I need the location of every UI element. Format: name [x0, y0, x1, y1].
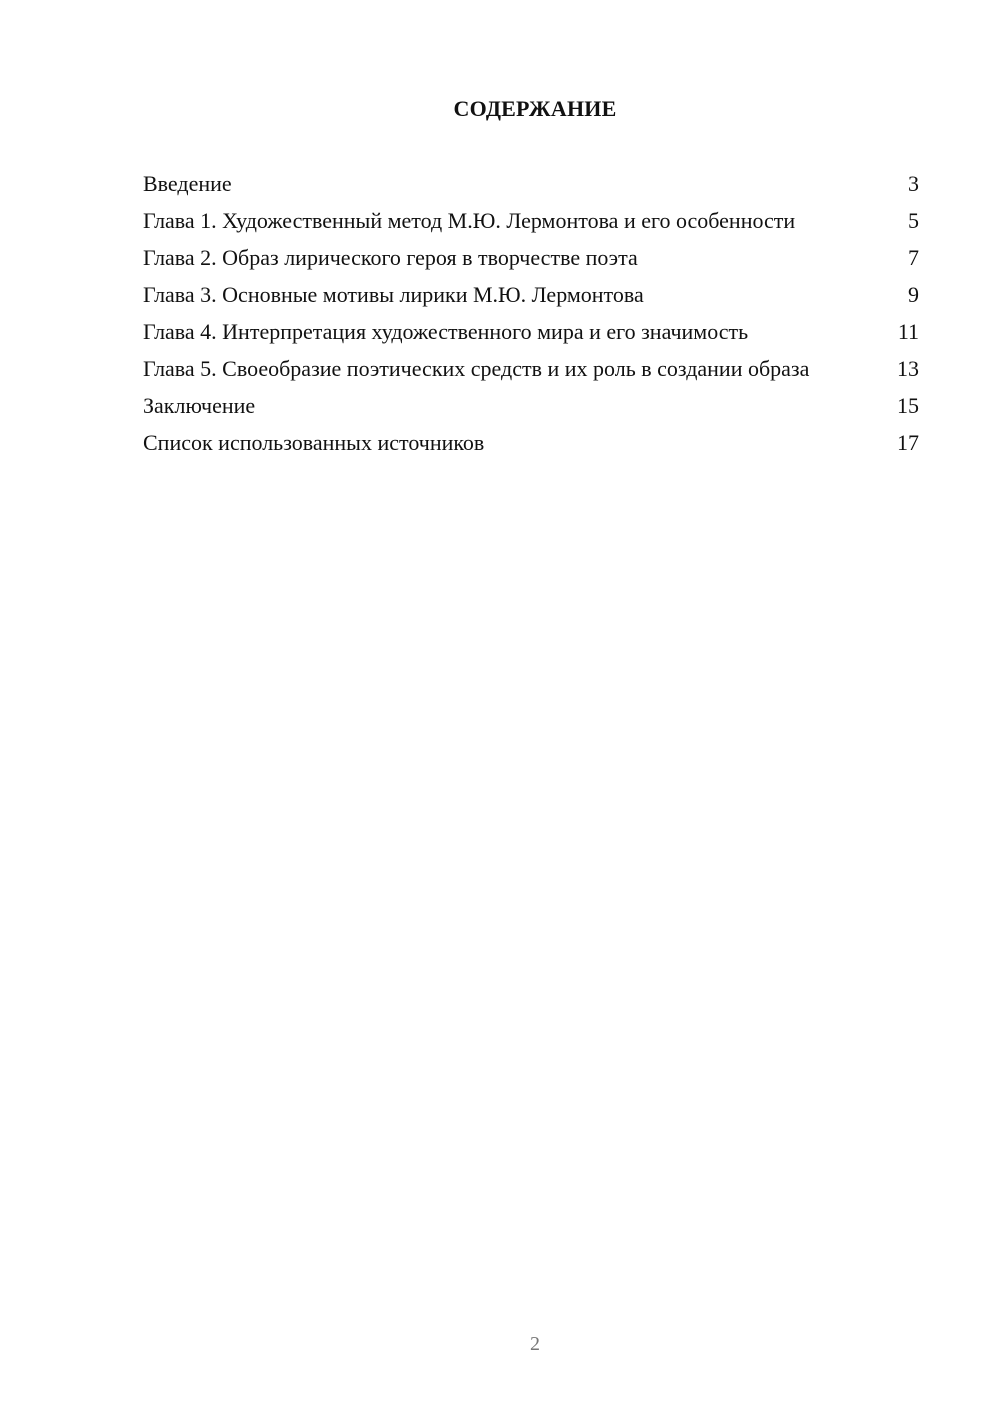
toc-entry-label: Список использованных источников [143, 430, 485, 455]
toc-entry-chapter-3 [143, 281, 919, 308]
toc-entry-page: 3 [908, 171, 919, 196]
toc-entry-label: Глава 5. Своеобразие поэтических средств и их роль в создании образа [143, 356, 810, 381]
table-of-contents [143, 170, 919, 466]
page-title: СОДЕРЖАНИЕ [453, 96, 617, 121]
toc-entry-page: 13 [897, 356, 919, 381]
toc-entry-references [143, 429, 919, 456]
toc-entry-label: Глава 3. Основные мотивы лирики М.Ю. Лермонтова [143, 282, 644, 307]
toc-entry-page: 15 [897, 393, 919, 418]
page-number: 2 [530, 1333, 540, 1355]
toc-entry-page: 5 [908, 208, 919, 233]
toc-entry-label: Глава 2. Образ лирического героя в творчестве поэта [143, 245, 638, 270]
toc-entry-label: Глава 1. Художественный метод М.Ю. Лермонтова и его особенности [143, 208, 796, 233]
toc-entry-label: Введение [143, 171, 232, 196]
toc-entry-chapter-2 [143, 244, 919, 271]
toc-entry-conclusion [143, 392, 919, 419]
toc-entry-label: Заключение [143, 393, 256, 418]
toc-entry-label: Глава 4. Интерпретация художественного мира и его значимость [143, 319, 749, 344]
toc-entry-page: 9 [908, 282, 919, 307]
toc-entry-chapter-1 [143, 207, 919, 234]
toc-entry-page: 11 [897, 319, 919, 344]
toc-entry-introduction [143, 170, 919, 197]
toc-entry-chapter-4 [143, 318, 919, 345]
toc-entry-page: 7 [908, 245, 919, 270]
toc-entry-chapter-5 [143, 355, 919, 382]
toc-entry-page: 17 [897, 430, 919, 455]
